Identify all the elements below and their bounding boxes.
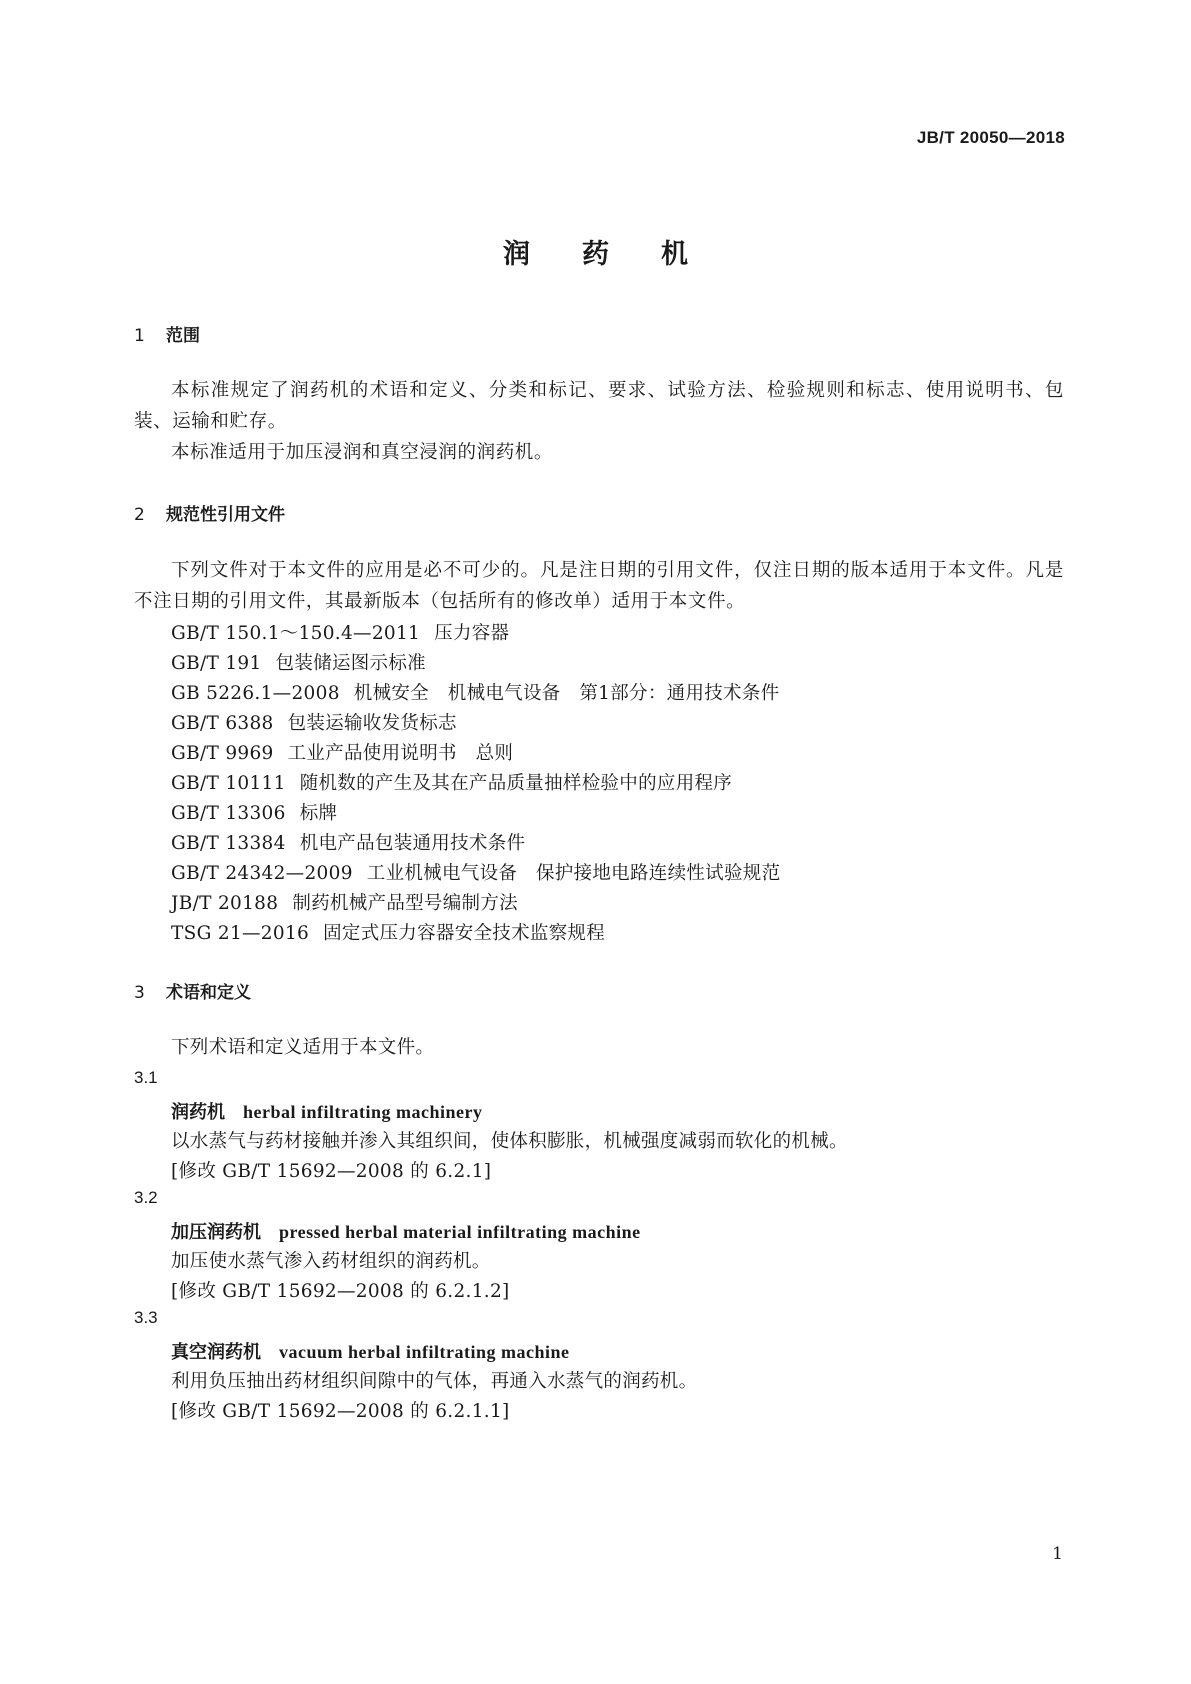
term-chinese: 润药机: [171, 1102, 225, 1123]
section-title: 规范性引用文件: [166, 505, 285, 525]
standard-number: JB/T 20050—2018: [916, 128, 1065, 147]
reference-item: [171, 829, 525, 855]
term-number: 3.1: [134, 1068, 158, 1087]
reference-item: [171, 889, 518, 915]
section-3-intro: 下列术语和定义适用于本文件。: [171, 1037, 435, 1058]
term-number: 3.3: [134, 1308, 158, 1327]
term-definition: 利用负压抽出药材组织间隙中的气体，再通入水蒸气的润药机。: [171, 1371, 698, 1392]
reference-code: JB/T 20188: [171, 893, 279, 914]
term-note: [修改 GB/T 15692—2008 的 6.2.1.1]: [171, 1401, 510, 1422]
reference-code: GB/T 9969: [171, 743, 274, 764]
reference-item: [171, 769, 732, 795]
term-english: herbal infiltrating machinery: [243, 1102, 483, 1122]
section-2-heading: [134, 500, 285, 525]
reference-title: 机电产品包装通用技术条件: [299, 833, 526, 854]
reference-title: 包装储运图示标准: [275, 653, 426, 674]
title-char-3: 机: [661, 239, 688, 270]
term-heading: [171, 1338, 570, 1364]
reference-code: GB/T 150.1～150.4—2011: [171, 623, 421, 644]
reference-item: [171, 739, 513, 765]
section-3-heading: [134, 978, 251, 1003]
section-2-intro: 下列文件对于本文件的应用是必不可少的。凡是注日期的引用文件，仅注日期的版本适用于本文件。凡是不注日期的引用文件，其最新版本（包括所有的修改单）适用于本文件。: [134, 560, 1064, 612]
reference-title: 工业产品使用说明书 总则: [287, 743, 514, 764]
section-number: 1: [134, 326, 145, 346]
reference-code: GB/T 6388: [171, 713, 274, 734]
reference-item: [171, 679, 779, 705]
reference-title: 压力容器: [434, 623, 510, 644]
reference-item: [171, 649, 426, 675]
section-title: 范围: [166, 326, 200, 346]
section-1-paragraph-1: 本标准规定了润药机的术语和定义、分类和标记、要求、试验方法、检验规则和标志、使用说明书、包装、运输和贮存。: [134, 380, 1064, 432]
section-number: 2: [134, 505, 145, 525]
reference-title: 随机数的产生及其在产品质量抽样检验中的应用程序: [299, 773, 733, 794]
reference-item: [171, 619, 509, 645]
section-1-heading: [134, 321, 200, 346]
title-char-2: 药: [582, 239, 609, 270]
reference-item: [171, 709, 457, 735]
section-1-paragraph-2: 本标准适用于加压浸润和真空浸润的润药机。: [171, 442, 554, 463]
reference-title: 固定式压力容器安全技术监察规程: [323, 923, 606, 944]
term-heading: [171, 1218, 641, 1244]
term-definition: 以水蒸气与药材接触并渗入其组织间，使体积膨胀，机械强度减弱而软化的机械。: [171, 1131, 848, 1152]
reference-code: GB/T 10111: [171, 773, 286, 794]
term-english: vacuum herbal infiltrating machine: [279, 1342, 570, 1362]
reference-item: [171, 859, 780, 885]
reference-code: GB/T 24342—2009: [171, 863, 353, 884]
section-title: 术语和定义: [166, 983, 251, 1003]
reference-code: GB/T 13306: [171, 803, 286, 824]
term-note: [修改 GB/T 15692—2008 的 6.2.1]: [171, 1161, 492, 1182]
reference-title: 机械安全 机械电气设备 第1部分：通用技术条件: [353, 683, 780, 704]
document-title: [0, 232, 1191, 271]
term-english: pressed herbal material infiltrating machine: [279, 1222, 641, 1242]
term-heading: [171, 1098, 482, 1124]
reference-title: 制药机械产品型号编制方法: [292, 893, 518, 914]
term-chinese: 加压润药机: [171, 1222, 261, 1243]
title-char-1: 润: [503, 239, 530, 270]
reference-code: GB/T 13384: [171, 833, 286, 854]
term-definition: 加压使水蒸气渗入药材组织的润药机。: [171, 1251, 491, 1272]
reference-code: GB 5226.1—2008: [171, 683, 340, 704]
term-chinese: 真空润药机: [171, 1342, 261, 1363]
term-number: 3.2: [134, 1188, 158, 1207]
section-number: 3: [134, 983, 145, 1003]
reference-code: GB/T 191: [171, 653, 262, 674]
reference-title: 标牌: [299, 803, 338, 824]
page-number: 1: [1052, 1544, 1063, 1564]
reference-code: TSG 21—2016: [171, 923, 310, 944]
reference-title: 包装运输收发货标志: [287, 713, 457, 734]
reference-title: 工业机械电气设备 保护接地电路连续性试验规范: [366, 863, 781, 884]
term-note: [修改 GB/T 15692—2008 的 6.2.1.2]: [171, 1281, 510, 1302]
reference-item: [171, 919, 605, 945]
reference-item: [171, 799, 337, 825]
